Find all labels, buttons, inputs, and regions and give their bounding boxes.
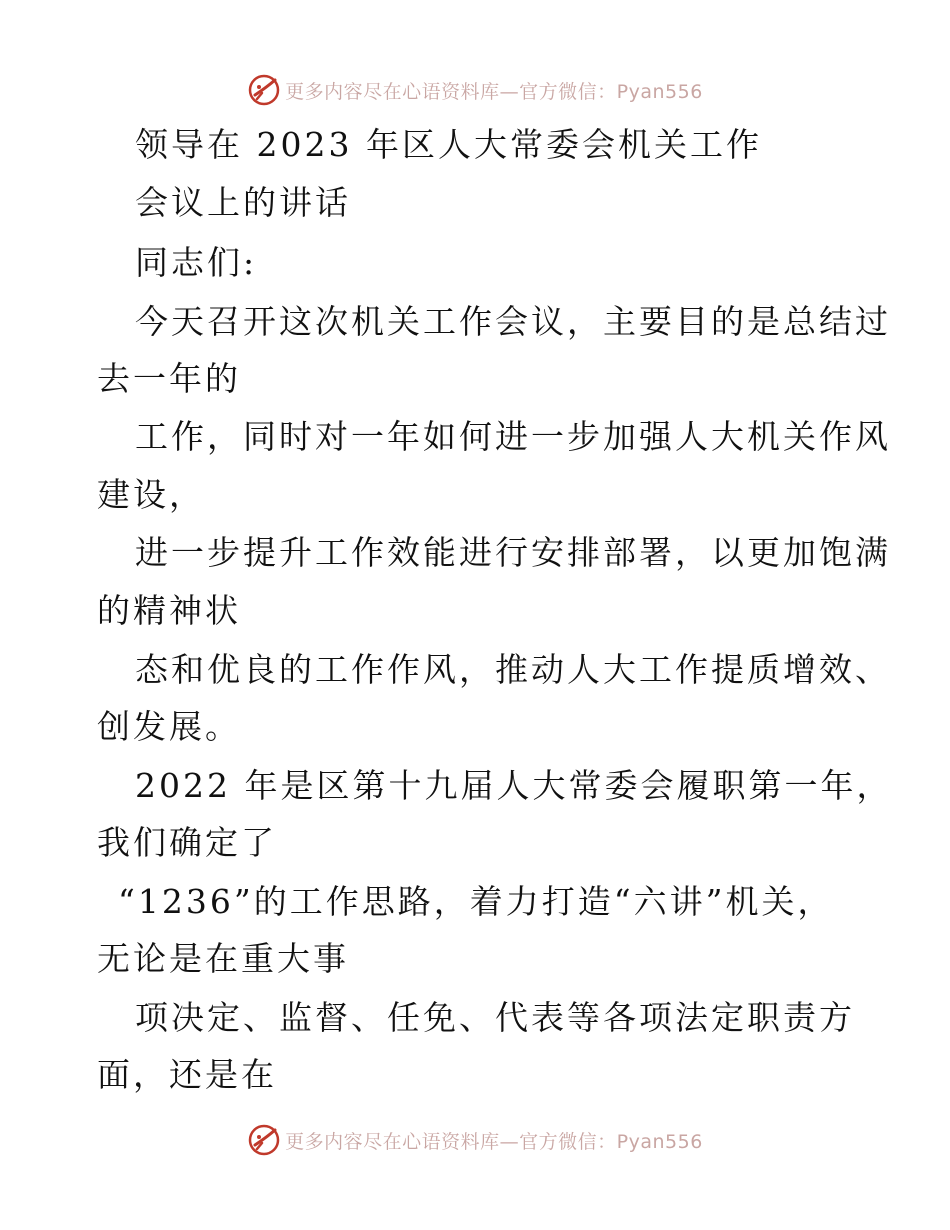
document-title-line-2: 会议上的讲话 bbox=[135, 183, 351, 222]
watermark-wechat-id: Pyan556 bbox=[616, 1130, 703, 1153]
paragraph-line: 我们确定了 bbox=[97, 823, 277, 862]
paragraph-line: 工作，同时对一年如何进一步加强人大机关作风 bbox=[135, 417, 891, 456]
pen-logo-icon bbox=[247, 73, 281, 107]
paragraph-line: 面，还是在 bbox=[97, 1055, 277, 1094]
document-title-line-1: 领导在 2023 年区人大常委会机关工作 bbox=[135, 125, 762, 164]
paragraph-line: “1236”的工作思路，着力打造“六讲”机关， bbox=[118, 882, 834, 921]
paragraph-line: 态和优良的工作作风，推动人大工作提质增效、 bbox=[135, 650, 891, 689]
paragraph-line: 今天召开这次机关工作会议，主要目的是总结过 bbox=[135, 302, 891, 341]
paragraph-line: 进一步提升工作效能进行安排部署，以更加饱满 bbox=[135, 533, 891, 572]
watermark-wechat-id: Pyan556 bbox=[616, 80, 703, 103]
paragraph-line: 创发展。 bbox=[97, 707, 241, 746]
pen-logo-icon bbox=[247, 1123, 281, 1157]
paragraph-line: 项决定、监督、任免、代表等各项法定职责方 bbox=[135, 998, 855, 1037]
paragraph-line: 建设， bbox=[97, 475, 205, 514]
paragraph-line: 2022 年是区第十九届人大常委会履职第一年， bbox=[135, 766, 893, 805]
watermark-label: 更多内容尽在心语资料库—官方微信： bbox=[285, 1130, 617, 1153]
footer-watermark bbox=[0, 1120, 950, 1160]
watermark-text bbox=[285, 77, 703, 104]
watermark-text bbox=[285, 1127, 703, 1154]
header-watermark bbox=[0, 70, 950, 110]
paragraph-line: 的精神状 bbox=[97, 591, 241, 630]
paragraph-line: 无论是在重大事 bbox=[97, 939, 349, 978]
salutation: 同志们: bbox=[135, 243, 258, 282]
paragraph-line: 去一年的 bbox=[97, 359, 241, 398]
watermark-label: 更多内容尽在心语资料库—官方微信： bbox=[285, 80, 617, 103]
